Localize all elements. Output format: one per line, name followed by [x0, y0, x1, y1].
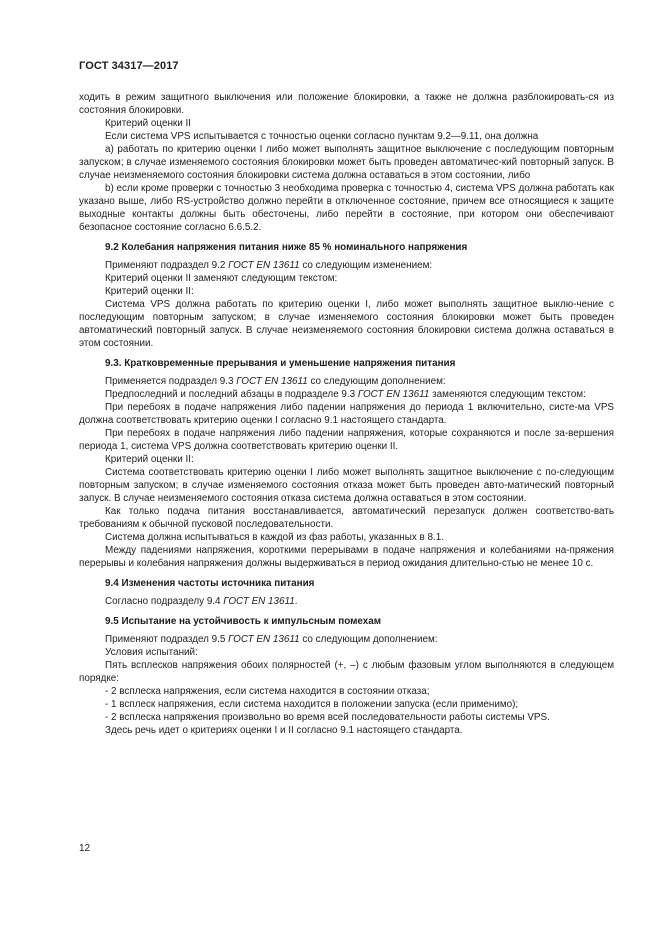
paragraph: ходить в режим защитного выключения или положение блокировки, а также не должна разблокировать-ся из состояния блокировки.: [79, 92, 614, 116]
paragraph: Критерий оценки II:: [105, 454, 194, 465]
paragraph: Применяют подраздел 9.2 ГОСТ EN 13611 со следующим изменением:: [105, 260, 433, 271]
paragraph: Здесь речь идет о критериях оценки I и II согласно 9.1 настоящего стандарта.: [105, 725, 463, 736]
paragraph: Согласно подразделу 9.4 ГОСТ EN 13611.: [105, 596, 298, 607]
document-body: [79, 91, 614, 737]
paragraph: Критерий оценки II: [105, 118, 191, 129]
paragraph: b) если кроме проверки с точностью 3 необходима проверка с точностью 4, система VPS должна работать как указано выше, либо RS-устройство должно перейти в отключенное состояние, причем все относящиеся к защите выходные контакты должны быть обесточены, либо перейти в состояние, при котором они обеспечивают безопасное состояние согласно 6.6.5.2.: [79, 183, 614, 233]
paragraph: Между падениями напряжения, короткими перерывами в подаче напряжения и колебаниями на-пряжения перерывы и колебания напряжения должны выдерживаться в период ожидания длительно-стью не менее 10 с.: [79, 545, 614, 569]
section-heading-9-3: 9.3. Кратковременные прерывания и уменьшение напряжения питания: [105, 358, 456, 369]
standard-reference: ГОСТ EN 13611: [228, 634, 300, 645]
standard-reference: ГОСТ EN 13611: [228, 260, 300, 271]
paragraph: Система VPS должна работать по критерию оценки I, либо может выполнять защитное выклю-чение с последующим повторным запуском; в случае изменяемого состояния блокировки может быть проведен автоматический повторный запуск. В случае неизменяемого состояния блокировки система должна оставаться в этом состоянии.: [79, 299, 614, 349]
paragraph: Предпоследний и последний абзацы в подразделе 9.3 ГОСТ EN 13611 заменяются следующим текстом:: [105, 389, 586, 400]
paragraph: Применяют подраздел 9.5 ГОСТ EN 13611 со следующим дополнением:: [105, 634, 438, 645]
list-item: - 2 всплеска напряжения, если система находится в состоянии отказа;: [105, 686, 430, 697]
section-heading-9-4: 9.4 Изменения частоты источника питания: [105, 578, 315, 589]
paragraph: Применяется подраздел 9.3 ГОСТ EN 13611 со следующим дополнением:: [105, 376, 446, 387]
standard-reference: ГОСТ EN 13611: [223, 596, 295, 607]
paragraph: Если система VPS испытывается с точностью оценки согласно пунктам 9.2—9.11, она должна: [105, 131, 539, 142]
paragraph: Пять всплесков напряжения обоих полярностей (+, –) с любым фазовым углом выполняются в следующем порядке:: [79, 660, 614, 684]
paragraph: а) работать по критерию оценки I либо может выполнять защитное выключение с последующим повторным запуском; в случае изменяемого состояния блокировки может быть проведен автоматичес-кий повторный запуск. В случае неизменяемого состояния блокировки система должна оставаться в этом состоянии, либо: [79, 144, 614, 181]
paragraph: При перебоях в подаче напряжения либо падении напряжения до периода 1 включительно, систе-ма VPS должна соответствовать критерию оценки I согласно 9.1 настоящего стандарта.: [79, 402, 614, 426]
paragraph: Критерий оценки II заменяют следующим текстом:: [105, 273, 338, 284]
section-heading-9-5: 9.5 Испытание на устойчивость к импульсным помехам: [105, 616, 382, 627]
document-header: ГОСТ 34317—2017: [79, 60, 179, 72]
paragraph: Условия испытаний:: [105, 647, 198, 658]
paragraph: Система должна испытываться в каждой из фаз работы, указанных в 8.1.: [105, 532, 444, 543]
paragraph: При перебоях в подаче напряжения либо падении напряжения, которые сохраняются и после за-вершения периода 1, система VPS должна соответствовать критерию оценки II.: [79, 428, 614, 452]
paragraph: Система соответствовать критерию оценки I либо может выполнять защитное выключение с по-следующим повторным запуском; в случае изменяемого состояния отказа может быть проведен авто-матический повторный запуск. В случае неизменяемого состояния отказа система должна оставаться в этом состоянии.: [79, 467, 614, 504]
standard-reference: ГОСТ EN 13611: [236, 376, 308, 387]
page-number: 12: [79, 843, 91, 854]
list-item: - 2 всплеска напряжения произвольно во время всей последовательности работы системы VPS.: [105, 712, 550, 723]
test-sequence-list: [79, 685, 614, 724]
standard-reference: ГОСТ EN 13611: [357, 389, 430, 400]
paragraph: Критерий оценки II:: [105, 286, 194, 297]
paragraph: Как только подача питания восстанавливается, автоматический перезапуск должен соответство-вать требованиям к обычной пусковой последовательности.: [79, 506, 614, 530]
section-heading-9-2: 9.2 Колебания напряжения питания ниже 85 % номинального напряжения: [105, 242, 468, 253]
list-item: - 1 всплеск напряжения, если система находится в положении запуска (если применимо);: [105, 699, 519, 710]
